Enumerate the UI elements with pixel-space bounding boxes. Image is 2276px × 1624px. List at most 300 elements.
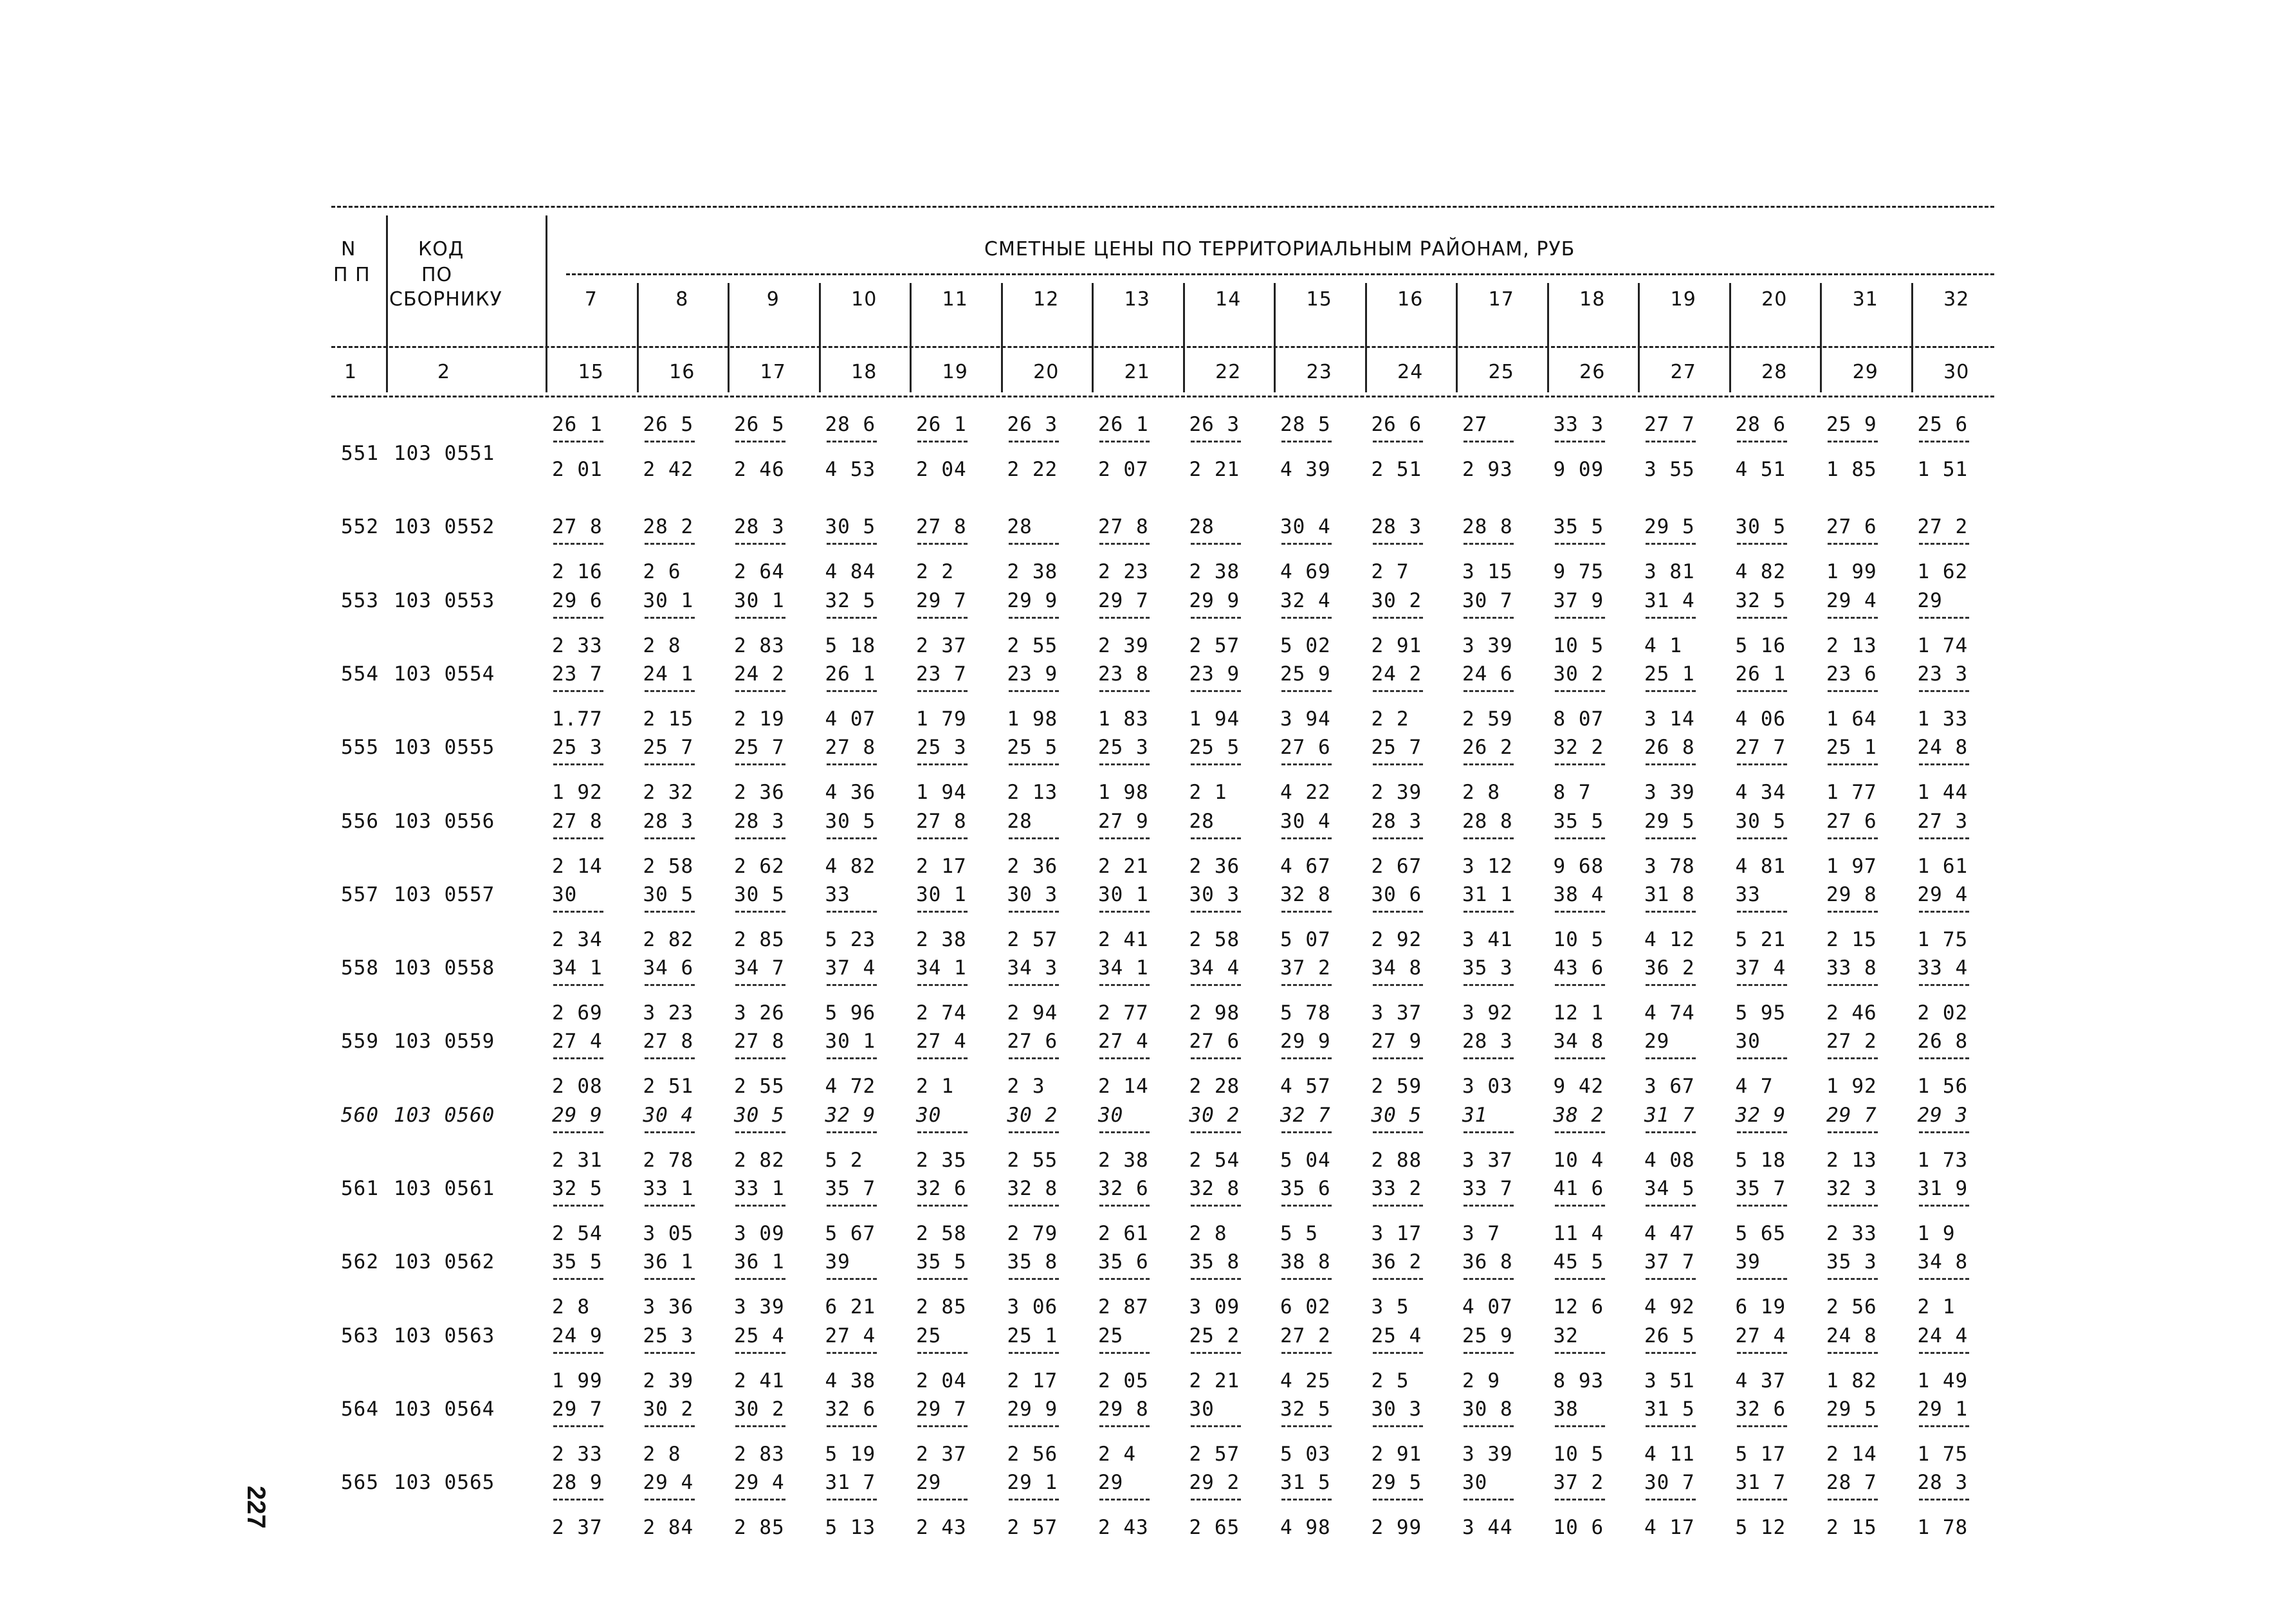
price-bottom: 5 03 (1280, 1442, 1331, 1466)
price-top: 31 7 (1644, 1103, 1695, 1127)
fraction-rule (1099, 617, 1150, 619)
fraction-rule (1555, 1278, 1605, 1280)
fraction-rule (1555, 1352, 1605, 1354)
price-bottom: 4 17 (1644, 1516, 1695, 1540)
fraction-rule (827, 543, 877, 545)
price-top: 30 (552, 882, 578, 906)
price-bottom: 1 99 (1826, 560, 1877, 584)
price-bottom: 2 17 (916, 854, 967, 878)
price-bottom: 9 09 (1553, 458, 1604, 481)
price-top: 30 4 (1280, 515, 1331, 539)
fraction-rule (1555, 617, 1605, 619)
price-top: 26 8 (1644, 736, 1695, 760)
fraction-rule (1464, 1499, 1514, 1501)
price-bottom: 6 02 (1280, 1295, 1331, 1319)
fraction-rule (1191, 617, 1241, 619)
price-bottom: 2 05 (1098, 1369, 1149, 1392)
price-bottom: 2 74 (916, 1001, 967, 1025)
fraction-rule (553, 617, 603, 619)
price-top: 29 4 (643, 1471, 694, 1495)
price-bottom: 5 19 (825, 1442, 876, 1466)
price-top: 31 4 (1644, 588, 1695, 612)
price-bottom: 4 47 (1644, 1222, 1695, 1245)
price-top: 29 7 (1826, 1103, 1877, 1127)
price-bottom: 2 13 (1826, 634, 1877, 657)
fraction-rule (917, 1205, 968, 1207)
fraction-rule (1919, 441, 1969, 442)
fraction-rule (553, 1425, 603, 1427)
price-bottom: 4 74 (1644, 1001, 1695, 1025)
price-top: 33 2 (1371, 1177, 1422, 1200)
fraction-rule (1919, 690, 1969, 692)
price-bottom: 5 21 (1735, 927, 1786, 951)
price-bottom: 9 68 (1553, 854, 1604, 878)
fraction-rule (1555, 1499, 1605, 1501)
row-number: 552 (341, 515, 379, 539)
colnum: 27 (1670, 361, 1696, 383)
price-bottom: 2 37 (916, 634, 967, 657)
fraction-rule (1373, 1057, 1423, 1059)
row-code: 103 0562 (394, 1250, 495, 1274)
fraction-rule (1737, 543, 1787, 545)
fraction-rule (1099, 763, 1150, 765)
price-bottom: 3 06 (1007, 1295, 1058, 1319)
price-bottom: 2 57 (1189, 1442, 1240, 1466)
fraction-rule (645, 1352, 695, 1354)
fraction-rule (1737, 1278, 1787, 1280)
price-top: 32 5 (1280, 1397, 1331, 1421)
price-bottom: 2 56 (1007, 1442, 1058, 1466)
fraction-rule (1919, 911, 1969, 913)
fraction-rule (1281, 543, 1332, 545)
price-bottom: 1 62 (1917, 560, 1969, 584)
row-code: 103 0554 (394, 662, 495, 686)
price-top: 25 1 (1007, 1324, 1058, 1347)
price-bottom: 2 02 (1917, 1001, 1969, 1025)
price-bottom: 4 69 (1280, 560, 1331, 584)
fraction-rule (917, 1352, 968, 1354)
price-top: 25 7 (643, 736, 694, 760)
fraction-rule (1464, 837, 1514, 839)
price-top: 35 5 (916, 1250, 967, 1274)
fraction-rule (1828, 1352, 1878, 1354)
fraction-rule (1464, 543, 1514, 545)
price-top: 27 9 (1098, 809, 1149, 833)
price-top: 25 3 (1098, 736, 1149, 760)
price-top: 30 5 (825, 515, 876, 539)
fraction-rule (1373, 1278, 1423, 1280)
price-bottom: 2 54 (552, 1222, 603, 1245)
price-top: 33 (825, 882, 850, 906)
price-top: 30 1 (643, 588, 694, 612)
fraction-rule (917, 911, 968, 913)
price-top: 34 5 (1644, 1177, 1695, 1200)
price-bottom: 1 97 (1826, 854, 1877, 878)
price-bottom: 2 16 (552, 560, 603, 584)
price-top: 34 8 (1553, 1030, 1604, 1054)
price-top: 33 7 (1462, 1177, 1513, 1200)
price-top: 31 1 (1462, 882, 1513, 906)
row-code: 103 0553 (394, 588, 495, 612)
price-bottom: 2 31 (552, 1148, 603, 1172)
price-top: 34 1 (916, 956, 967, 980)
price-top: 27 4 (1735, 1324, 1786, 1347)
fraction-rule (917, 1278, 968, 1280)
price-bottom: 6 19 (1735, 1295, 1786, 1319)
fraction-rule (1099, 1057, 1150, 1059)
price-top: 29 (916, 1471, 942, 1495)
price-bottom: 2 14 (552, 854, 603, 878)
price-bottom: 2 8 (1462, 781, 1500, 805)
price-top: 34 1 (552, 956, 603, 980)
row-number: 558 (341, 956, 379, 980)
fraction-rule (1373, 1352, 1423, 1354)
price-bottom: 2 32 (643, 781, 694, 805)
fraction-rule (1919, 1205, 1969, 1207)
region-number: 10 (851, 288, 877, 311)
price-bottom: 1 73 (1917, 1148, 1969, 1172)
price-bottom: 2 13 (1826, 1148, 1877, 1172)
fraction-rule (1099, 984, 1150, 986)
fraction-rule (1828, 1278, 1878, 1280)
price-top: 33 1 (643, 1177, 694, 1200)
fraction-rule (1646, 984, 1696, 986)
fraction-rule (1555, 763, 1605, 765)
price-bottom: 4 38 (825, 1369, 876, 1392)
region-number: 7 (584, 288, 598, 311)
price-bottom: 4 07 (1462, 1295, 1513, 1319)
price-bottom: 3 15 (1462, 560, 1513, 584)
price-bottom: 3 37 (1371, 1001, 1422, 1025)
price-top: 28 (1007, 515, 1032, 539)
fraction-rule (1009, 911, 1059, 913)
colnum: 22 (1215, 361, 1242, 383)
fraction-rule (1737, 1131, 1787, 1133)
fraction-rule (1555, 441, 1605, 442)
price-top: 32 5 (552, 1177, 603, 1200)
fraction-rule (1555, 1425, 1605, 1427)
row-code: 103 0559 (394, 1030, 495, 1054)
price-top: 31 (1462, 1103, 1488, 1127)
price-bottom: 2 59 (1371, 1075, 1422, 1099)
price-top: 35 5 (1553, 515, 1604, 539)
price-top: 34 7 (734, 956, 785, 980)
row-code: 103 0564 (394, 1397, 495, 1421)
price-top: 32 6 (1735, 1397, 1786, 1421)
price-bottom: 2 8 (1189, 1222, 1227, 1245)
price-top: 28 9 (552, 1471, 603, 1495)
fraction-rule (645, 1205, 695, 1207)
code-header-line3: СБОРНИКУ (389, 288, 502, 311)
fraction-rule (1191, 1499, 1241, 1501)
price-top: 23 8 (1098, 662, 1149, 686)
fraction-rule (1009, 1425, 1059, 1427)
fraction-rule (1646, 1352, 1696, 1354)
price-top: 28 3 (734, 515, 785, 539)
price-bottom: 2 6 (643, 560, 681, 584)
price-bottom: 2 15 (1826, 927, 1877, 951)
price-bottom: 5 13 (825, 1516, 876, 1540)
price-bottom: 8 07 (1553, 707, 1604, 731)
price-top: 36 2 (1644, 956, 1695, 980)
price-top: 26 5 (1644, 1324, 1695, 1347)
price-top: 38 8 (1280, 1250, 1331, 1274)
price-bottom: 2 65 (1189, 1516, 1240, 1540)
np-header-line2: П П (333, 264, 371, 286)
fraction-rule (1191, 1057, 1241, 1059)
row-number: 561 (341, 1177, 379, 1200)
fraction-rule (553, 837, 603, 839)
fraction-rule (1646, 441, 1696, 442)
price-bottom: 1 64 (1826, 707, 1877, 731)
region-number: 32 (1943, 288, 1970, 311)
price-top: 33 8 (1826, 956, 1877, 980)
price-bottom: 4 53 (825, 458, 876, 481)
price-top: 27 (1462, 413, 1488, 436)
fraction-rule (1919, 617, 1969, 619)
price-top: 31 5 (1280, 1471, 1331, 1495)
fraction-rule (1464, 1057, 1514, 1059)
price-bottom: 2 57 (1007, 927, 1058, 951)
price-bottom: 3 26 (734, 1001, 785, 1025)
row-code: 103 0560 (394, 1103, 495, 1127)
fraction-rule (1281, 1499, 1332, 1501)
price-bottom: 2 39 (643, 1369, 694, 1392)
price-top: 23 9 (1189, 662, 1240, 686)
fraction-rule (645, 690, 695, 692)
fraction-rule (827, 690, 877, 692)
price-top: 25 3 (643, 1324, 694, 1347)
price-top: 34 8 (1371, 956, 1422, 980)
price-bottom: 2 01 (552, 458, 603, 481)
price-top: 30 1 (1098, 882, 1149, 906)
fraction-rule (1009, 1131, 1059, 1133)
price-bottom: 5 18 (825, 634, 876, 657)
region-number: 12 (1033, 288, 1060, 311)
price-top: 27 4 (552, 1030, 603, 1054)
price-top: 32 8 (1007, 1177, 1058, 1200)
price-top: 30 2 (1371, 588, 1422, 612)
price-bottom: 5 5 (1280, 1222, 1318, 1245)
region-number: 15 (1306, 288, 1332, 311)
price-bottom: 1 92 (552, 781, 603, 805)
price-top: 26 1 (825, 662, 876, 686)
price-top: 33 4 (1917, 956, 1969, 980)
fraction-rule (1281, 984, 1332, 986)
price-bottom: 4 57 (1280, 1075, 1331, 1099)
region-number: 18 (1579, 288, 1606, 311)
row-number: 554 (341, 662, 379, 686)
fraction-rule (1555, 690, 1605, 692)
price-bottom: 1 99 (552, 1369, 603, 1392)
fraction-rule (1099, 1352, 1150, 1354)
price-top: 30 (1735, 1030, 1761, 1054)
price-bottom: 3 92 (1462, 1001, 1513, 1025)
fraction-rule (1373, 763, 1423, 765)
price-top: 30 5 (1735, 515, 1786, 539)
price-top: 30 4 (643, 1103, 694, 1127)
price-bottom: 4 72 (825, 1075, 876, 1099)
price-top: 24 8 (1917, 736, 1969, 760)
fraction-rule (1009, 1278, 1059, 1280)
price-top: 38 2 (1553, 1103, 1604, 1127)
price-top: 32 3 (1826, 1177, 1877, 1200)
price-bottom: 5 02 (1280, 634, 1331, 657)
price-bottom: 5 17 (1735, 1442, 1786, 1466)
fraction-rule (1373, 617, 1423, 619)
price-top: 30 1 (825, 1030, 876, 1054)
price-bottom: 3 5 (1371, 1295, 1409, 1319)
price-top: 27 2 (1826, 1030, 1877, 1054)
price-bottom: 4 36 (825, 781, 876, 805)
row-number: 560 (341, 1103, 379, 1127)
row-code: 103 0558 (394, 956, 495, 980)
price-bottom: 1 61 (1917, 854, 1969, 878)
fraction-rule (1099, 911, 1150, 913)
price-bottom: 1 79 (916, 707, 967, 731)
fraction-rule (1828, 1057, 1878, 1059)
price-top: 31 8 (1644, 882, 1695, 906)
price-top: 25 (916, 1324, 942, 1347)
fraction-rule (917, 1425, 968, 1427)
price-bottom: 2 2 (1371, 707, 1409, 731)
fraction-rule (827, 984, 877, 986)
price-bottom: 2 36 (734, 781, 785, 805)
fraction-rule (1464, 1278, 1514, 1280)
fraction-rule (1373, 1205, 1423, 1207)
header-bottom-rule (331, 396, 1994, 397)
fraction-rule (645, 617, 695, 619)
fraction-rule (1099, 690, 1150, 692)
price-bottom: 2 88 (1371, 1148, 1422, 1172)
fraction-rule (735, 1352, 785, 1354)
price-bottom: 4 67 (1280, 854, 1331, 878)
fraction-rule (1373, 543, 1423, 545)
price-top: 29 7 (1098, 588, 1149, 612)
price-bottom: 2 36 (1007, 854, 1058, 878)
price-top: 25 9 (1462, 1324, 1513, 1347)
fraction-rule (917, 441, 968, 442)
price-bottom: 2 82 (643, 927, 694, 951)
price-bottom: 2 46 (734, 458, 785, 481)
fraction-rule (1464, 1205, 1514, 1207)
price-top: 33 1 (734, 1177, 785, 1200)
fraction-rule (1646, 1278, 1696, 1280)
price-top: 36 8 (1462, 1250, 1513, 1274)
row-code: 103 0561 (394, 1177, 495, 1200)
price-bottom: 2 15 (643, 707, 694, 731)
price-top: 26 1 (916, 413, 967, 436)
row-code: 103 0555 (394, 736, 495, 760)
fraction-rule (917, 837, 968, 839)
fraction-rule (1099, 1205, 1150, 1207)
price-top: 32 8 (1280, 882, 1331, 906)
colnum: 15 (578, 361, 604, 383)
row-number: 565 (341, 1471, 379, 1495)
fraction-rule (735, 617, 785, 619)
price-top: 32 2 (1553, 736, 1604, 760)
price-top: 32 6 (1098, 1177, 1149, 1200)
price-top: 28 (1007, 809, 1032, 833)
price-top: 26 1 (552, 413, 603, 436)
price-top: 28 (1189, 809, 1215, 833)
fraction-rule (1919, 1131, 1969, 1133)
price-top: 29 4 (1826, 588, 1877, 612)
fraction-rule (1281, 763, 1332, 765)
price-bottom: 2 22 (1007, 458, 1058, 481)
colnum: 16 (669, 361, 695, 383)
fraction-rule (1555, 984, 1605, 986)
fraction-rule (827, 1352, 877, 1354)
price-top: 30 4 (1280, 809, 1331, 833)
price-top: 25 4 (1371, 1324, 1422, 1347)
price-top: 23 7 (552, 662, 603, 686)
fraction-rule (1464, 441, 1514, 442)
fraction-rule (1099, 1425, 1150, 1427)
price-bottom: 2 9 (1462, 1369, 1500, 1392)
price-top: 32 9 (1735, 1103, 1786, 1127)
price-bottom: 3 23 (643, 1001, 694, 1025)
price-top: 29 9 (552, 1103, 603, 1127)
price-top: 28 8 (1462, 515, 1513, 539)
price-bottom: 4 25 (1280, 1369, 1331, 1392)
fraction-rule (645, 1499, 695, 1501)
price-bottom: 2 51 (643, 1075, 694, 1099)
fraction-rule (1191, 984, 1241, 986)
price-bottom: 3 39 (1462, 1442, 1513, 1466)
price-bottom: 5 2 (825, 1148, 863, 1172)
fraction-rule (1737, 1499, 1787, 1501)
price-top: 34 4 (1189, 956, 1240, 980)
colnum: 2 (437, 361, 451, 383)
price-bottom: 1 44 (1917, 781, 1969, 805)
price-top: 27 9 (1371, 1030, 1422, 1054)
fraction-rule (1373, 984, 1423, 986)
price-bottom: 2 79 (1007, 1222, 1058, 1245)
price-bottom: 2 87 (1098, 1295, 1149, 1319)
fraction-rule (917, 617, 968, 619)
price-bottom: 2 55 (1007, 1148, 1058, 1172)
price-bottom: 1 92 (1826, 1075, 1877, 1099)
price-bottom: 4 12 (1644, 927, 1695, 951)
price-top: 24 8 (1826, 1324, 1877, 1347)
fraction-rule (1555, 837, 1605, 839)
fraction-rule (1828, 763, 1878, 765)
price-top: 30 (1189, 1397, 1215, 1421)
price-bottom: 2 14 (1098, 1075, 1149, 1099)
fraction-rule (1099, 837, 1150, 839)
fraction-rule (735, 1425, 785, 1427)
fraction-rule (917, 690, 968, 692)
price-top: 31 7 (825, 1471, 876, 1495)
fraction-rule (1828, 1205, 1878, 1207)
fraction-rule (553, 690, 603, 692)
price-top: 32 4 (1280, 588, 1331, 612)
fraction-rule (827, 1205, 877, 1207)
fraction-rule (1281, 837, 1332, 839)
price-top: 27 3 (1917, 809, 1969, 833)
price-bottom: 3 39 (734, 1295, 785, 1319)
fraction-rule (645, 984, 695, 986)
fraction-rule (1646, 763, 1696, 765)
fraction-rule (1281, 617, 1332, 619)
fraction-rule (1555, 543, 1605, 545)
fraction-rule (1009, 543, 1059, 545)
fraction-rule (735, 911, 785, 913)
price-bottom: 10 5 (1553, 1442, 1604, 1466)
fraction-rule (553, 1278, 603, 1280)
price-bottom: 3 67 (1644, 1075, 1695, 1099)
